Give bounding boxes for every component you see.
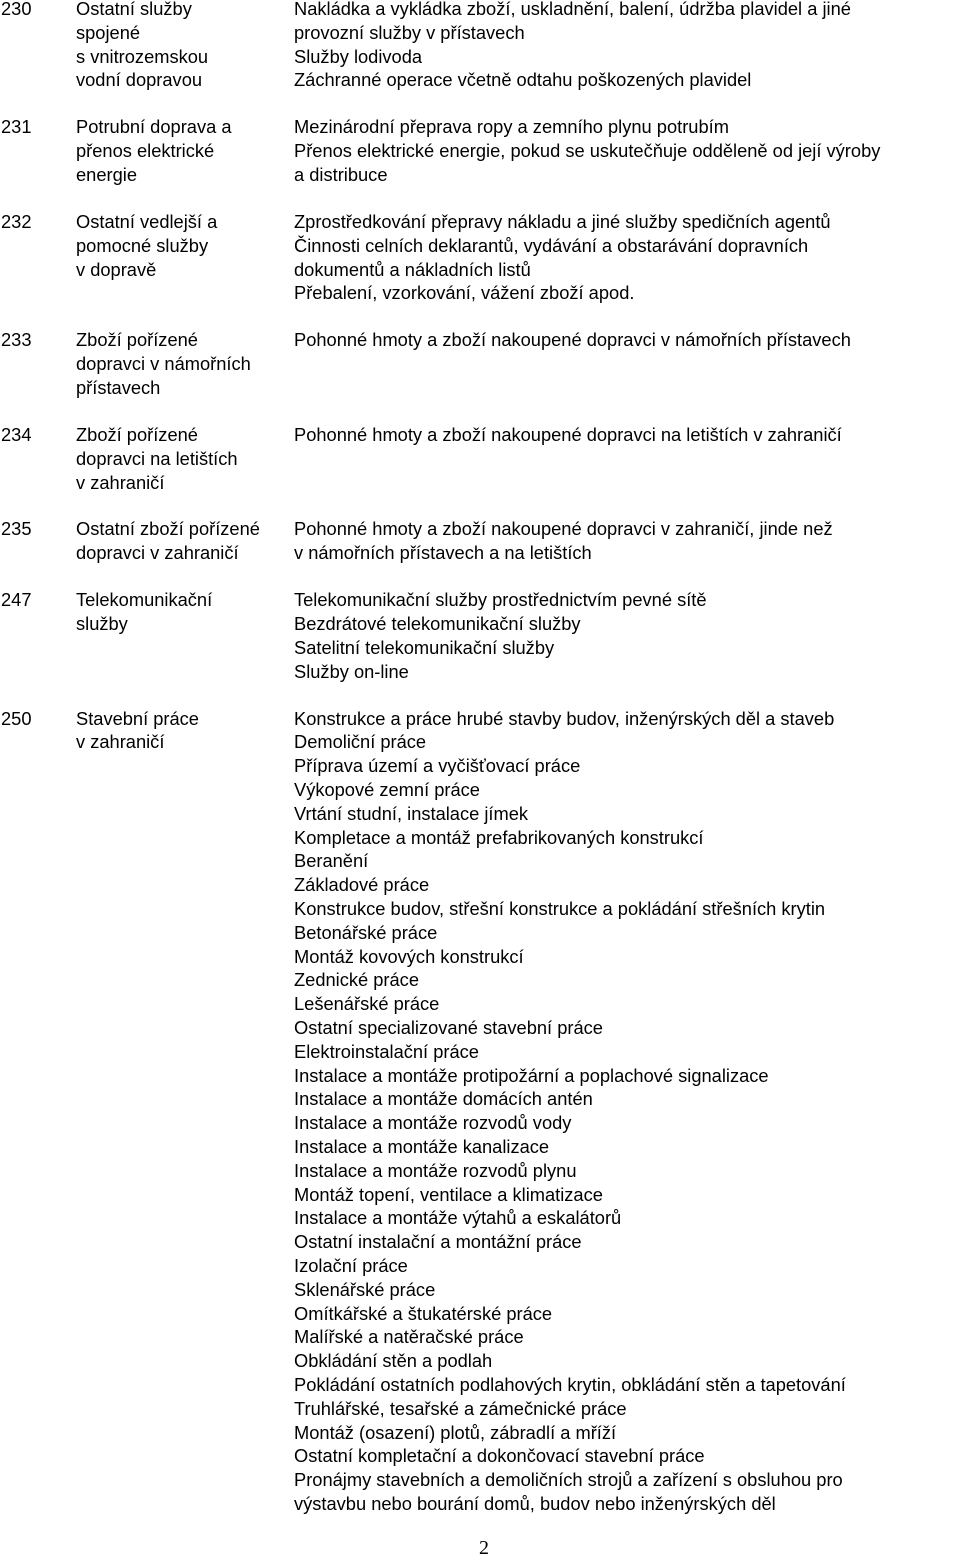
item-description-line: dokumentů a nákladních listů — [294, 258, 531, 280]
item-description-line: Nakládka a vykládka zboží, uskladnění, balení, údržba plavidel a jiné — [294, 0, 851, 19]
item-description-line: Bezdrátové telekomunikační služby — [294, 613, 581, 635]
item-name-line: s vnitrozemskou — [76, 45, 209, 67]
item-description — [294, 517, 960, 565]
page-number: 2 — [479, 1537, 489, 1559]
item-description-line: Služby on-line — [294, 660, 409, 682]
item-description — [294, 707, 960, 1516]
item-description — [294, 210, 960, 305]
item-description-line: Elektroinstalační práce — [294, 1040, 479, 1062]
item-description-line: provozní služby v přístavech — [294, 21, 525, 43]
table-row — [0, 115, 960, 186]
item-name-line: dopravci v zahraničí — [76, 542, 239, 564]
item-description-line: Ostatní kompletační a dokončovací stavební práce — [294, 1445, 705, 1467]
item-description — [294, 328, 960, 352]
item-description-line: Instalace a montáže domácích antén — [294, 1088, 593, 1110]
item-description-line: Beranění — [294, 850, 369, 872]
item-name-line: dopravci v námořních — [76, 353, 251, 375]
item-description-line: Sklenářské práce — [294, 1278, 436, 1300]
item-name-line: přenos elektrické — [76, 140, 215, 162]
item-description-line: v námořních přístavech a na letištích — [294, 542, 592, 564]
item-description-line: Demoliční práce — [294, 731, 427, 753]
item-code: 247 — [1, 589, 32, 611]
item-description-line: a distribuce — [294, 163, 388, 185]
item-code: 231 — [1, 116, 32, 138]
item-name-line: v zahraničí — [76, 731, 165, 753]
item-name-line: Ostatní zboží pořízené — [76, 518, 260, 540]
item-description-line: Betonářské práce — [294, 921, 438, 943]
item-code: 230 — [1, 0, 32, 19]
item-name-line: Ostatní vedlejší a — [76, 210, 218, 232]
item-description-line: Pronájmy stavebních a demoličních strojů a zařízení s obsluhou pro — [294, 1469, 843, 1491]
item-name-line: přístavech — [76, 376, 161, 398]
item-name-line: Zboží pořízené — [76, 329, 198, 351]
item-description-line: Základové práce — [294, 874, 430, 896]
item-name-line: Telekomunikační — [76, 589, 213, 611]
table-row — [0, 707, 960, 1516]
item-name — [76, 210, 294, 281]
item-name — [76, 588, 294, 636]
item-description-line: Izolační práce — [294, 1254, 408, 1276]
item-code: 233 — [1, 329, 32, 351]
item-description-line: Lešenářské práce — [294, 993, 440, 1015]
item-name-line: spojené — [76, 21, 141, 43]
item-description-line: Montáž (osazení) plotů, zábradlí a mříží — [294, 1421, 617, 1443]
item-name — [76, 517, 294, 565]
item-description-line: Instalace a montáže výtahů a eskalátorů — [294, 1207, 622, 1229]
item-description-line: Výkopové zemní práce — [294, 779, 480, 801]
item-name-line: dopravci na letištích — [76, 447, 238, 469]
table-row — [0, 210, 960, 305]
item-description — [294, 423, 960, 447]
item-name-line: Stavební práce — [76, 707, 199, 729]
item-description-line: Pohonné hmoty a zboží nakoupené dopravci v zahraničí, jinde než — [294, 518, 833, 540]
item-name — [76, 115, 294, 186]
item-description-line: Omítkářské a štukatérské práce — [294, 1302, 553, 1324]
item-code: 232 — [1, 210, 32, 232]
item-name-line: Zboží pořízené — [76, 423, 198, 445]
item-description-line: Zprostředkování přepravy nákladu a jiné služby spedičních agentů — [294, 210, 831, 232]
table-row — [0, 0, 960, 92]
item-code: 234 — [1, 423, 32, 445]
item-code: 235 — [1, 518, 32, 540]
item-description-line: Satelitní telekomunikační služby — [294, 636, 555, 658]
item-description-line: Kompletace a montáž prefabrikovaných konstrukcí — [294, 826, 704, 848]
item-description-line: Služby lodivoda — [294, 45, 423, 67]
item-description-line: Přebalení, vzorkování, vážení zboží apod. — [294, 282, 635, 304]
item-name-line: energie — [76, 163, 137, 185]
table-row — [0, 328, 960, 399]
item-description-line: Instalace a montáže kanalizace — [294, 1135, 550, 1157]
item-description-line: Telekomunikační služby prostřednictvím pevné sítě — [294, 589, 707, 611]
item-description-line: Ostatní specializované stavební práce — [294, 1017, 603, 1038]
item-name-line: pomocné služby — [76, 234, 209, 256]
item-description-line: Vrtání studní, instalace jímek — [294, 802, 529, 824]
item-name — [76, 707, 294, 755]
item-description-line: Montáž topení, ventilace a klimatizace — [294, 1183, 603, 1205]
item-description-line: Instalace a montáže rozvodů vody — [294, 1112, 572, 1134]
table-row — [0, 423, 960, 494]
item-description-line: výstavbu nebo bourání domů, budov nebo inženýrských děl — [294, 1492, 776, 1514]
item-description-line: Mezinárodní přeprava ropy a zemního plynu potrubím — [294, 116, 729, 138]
item-name — [76, 423, 294, 494]
item-name-line: Potrubní doprava a — [76, 116, 232, 138]
item-name — [76, 328, 294, 399]
item-description-line: Činnosti celních deklarantů, vydávání a obstarávání dopravních — [294, 234, 809, 256]
item-name-line: vodní dopravou — [76, 69, 203, 91]
item-description-line: Instalace a montáže rozvodů plynu — [294, 1159, 577, 1181]
item-description-line: Zednické práce — [294, 969, 419, 991]
item-description-line: Konstrukce budov, střešní konstrukce a pokládání střešních krytin — [294, 898, 826, 920]
item-description-line: Ostatní instalační a montážní práce — [294, 1231, 582, 1253]
item-description-line: Pohonné hmoty a zboží nakoupené dopravci na letištích v zahraničí — [294, 423, 842, 445]
item-name-line: služby — [76, 613, 128, 635]
item-description-line: Montáž kovových konstrukcí — [294, 945, 524, 967]
item-description — [294, 115, 960, 186]
item-name — [76, 0, 294, 92]
item-name-line: Ostatní služby — [76, 0, 192, 19]
item-description-line: Pokládání ostatních podlahových krytin, obkládání stěn a tapetování — [294, 1373, 846, 1395]
item-description-line: Konstrukce a práce hrubé stavby budov, inženýrských děl a staveb — [294, 707, 835, 729]
table-row — [0, 517, 960, 565]
item-name-line: v dopravě — [76, 258, 157, 280]
item-description-line: Obkládání stěn a podlah — [294, 1350, 493, 1372]
item-description-line: Příprava území a vyčišťovací práce — [294, 755, 581, 777]
item-code: 250 — [1, 707, 32, 729]
table-row — [0, 588, 960, 683]
item-description — [294, 0, 960, 92]
item-description-line: Truhlářské, tesařské a zámečnické práce — [294, 1397, 627, 1419]
item-description-line: Záchranné operace včetně odtahu poškozených plavidel — [294, 69, 752, 91]
item-description-line: Pohonné hmoty a zboží nakoupené dopravci v námořních přístavech — [294, 329, 851, 351]
item-description — [294, 588, 960, 683]
item-description-line: Přenos elektrické energie, pokud se uskutečňuje odděleně od její výroby — [294, 140, 881, 162]
item-name-line: v zahraničí — [76, 471, 165, 493]
item-description-line: Malířské a natěračské práce — [294, 1326, 524, 1348]
item-description-line: Instalace a montáže protipožární a poplachové signalizace — [294, 1064, 769, 1086]
